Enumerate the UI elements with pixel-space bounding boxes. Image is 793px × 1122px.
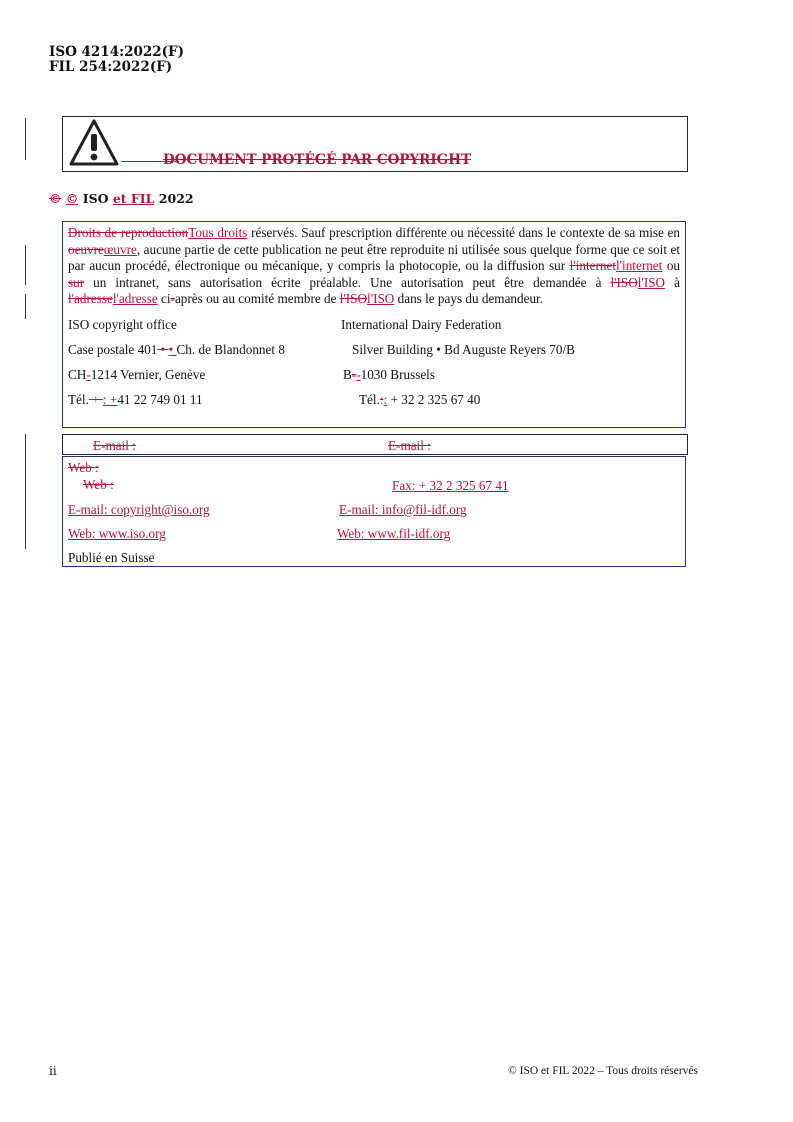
iso-phone	[68, 392, 341, 409]
address-row-names	[68, 317, 680, 334]
copyright-iso: ISO	[82, 191, 109, 206]
copyright-symbol-inserted: ©	[65, 191, 79, 206]
deleted-text: l'internet	[569, 258, 616, 274]
fil-street: Silver Building • Bd Auguste Reyers 70/B	[352, 341, 575, 357]
web-label-text: Web :	[83, 477, 114, 492]
contact-box	[62, 456, 686, 567]
address-row-phone	[68, 392, 680, 409]
fil-email-link[interactable]: E-mail: info@fil-idf.org	[339, 502, 467, 517]
rights-text: après ou au comité membre de	[174, 291, 340, 307]
deleted-text: l'adresse	[68, 291, 113, 307]
iso-po-box: Case postale 401	[68, 341, 158, 357]
iso-office-name: ISO copyright office	[68, 316, 177, 332]
warning-title: DOCUMENT PROTÉGÉ PAR COPYRIGHT	[163, 152, 472, 168]
web-label-deleted: Web :	[68, 460, 99, 475]
email-row-box	[62, 434, 688, 455]
inserted-text: •	[168, 341, 177, 357]
change-bar	[25, 118, 26, 160]
page-number: ii	[49, 1064, 57, 1078]
address-row-city	[68, 367, 680, 384]
rights-text: , aucune partie de cette publication ne peut être reproduite ni utilisée sous quelque forme que ce soit et par aucun procédé, électronique ou mécanique, y compris la photocopie, ou la diffusion sur	[68, 241, 680, 274]
inserted-text: -	[356, 366, 361, 382]
deleted-text: sur	[68, 274, 85, 290]
deleted-text: •	[157, 341, 169, 357]
change-bar	[25, 245, 26, 285]
deleted-text: Droits de reproduction	[68, 225, 189, 240]
fil-fax: Fax: + 32 2 325 67 41	[392, 478, 509, 493]
iso-email-link[interactable]: E-mail: copyright@iso.org	[68, 502, 210, 517]
deleted-text: -	[170, 291, 175, 307]
inserted-text: l'ISO	[367, 291, 395, 307]
deleted-text: +	[88, 392, 103, 408]
document-header	[49, 45, 184, 75]
rights-paragraph	[68, 225, 680, 308]
deleted-text: l'ISO	[339, 291, 368, 307]
inserted-text: l'adresse	[112, 291, 158, 307]
deleted-text: -	[351, 366, 357, 382]
rights-text: dans le pays du demandeur.	[394, 291, 544, 307]
phone-label: Tél.	[68, 392, 89, 408]
rights-text: à	[665, 274, 680, 290]
copyright-warning-box	[62, 116, 688, 172]
copyright-symbol-deleted: ©	[49, 191, 62, 206]
inserted-text: -	[86, 366, 91, 382]
fil-name: International Dairy Federation	[341, 316, 502, 332]
deleted-text: oeuvre	[68, 241, 104, 257]
iso-web-link[interactable]: Web: www.iso.org	[68, 526, 166, 541]
inserted-text: l'internet	[616, 258, 663, 274]
copyright-year: 2022	[158, 191, 194, 206]
warning-triangle-icon	[69, 119, 119, 167]
fil-phone	[341, 392, 480, 409]
iso-street	[68, 342, 341, 359]
deleted-text: l'ISO	[610, 274, 638, 290]
iso-country: CH	[68, 366, 87, 382]
rights-text: un intranet, sans autorisation écrite préalable. Une autorisation peut être demandée à	[84, 274, 611, 290]
iso-city-name: 1214 Vernier, Genève	[90, 366, 206, 382]
inserted-text: :	[383, 392, 388, 408]
email-label-deleted-fil: E-mail :	[388, 438, 431, 453]
iso-city	[68, 367, 341, 384]
inserted-text: Tous droits	[188, 225, 248, 240]
change-bar	[25, 294, 26, 319]
copyright-line	[49, 191, 194, 206]
iso-phone-number: 41 22 749 01 11	[117, 392, 203, 408]
published-in: Publié en Suisse	[68, 550, 155, 565]
inserted-text: : +	[102, 392, 118, 408]
rights-text: réservés. Sauf prescription différente ou nécessité dans le contexte de sa mise en	[247, 225, 680, 240]
deleted-text: :	[379, 392, 384, 408]
standard-number-fil: FIL 254:2022(F)	[49, 59, 173, 75]
rights-text: ou	[662, 258, 681, 274]
iso-street-name: Ch. de Blandonnet 8	[176, 341, 285, 357]
footer-copyright: © ISO et FIL 2022 – Tous droits réservés	[508, 1065, 698, 1077]
email-label-deleted-iso: E-mail :	[93, 438, 136, 453]
standard-number-iso: ISO 4214:2022(F)	[49, 44, 185, 60]
rights-box	[62, 221, 686, 428]
fil-country: B	[343, 366, 352, 382]
fil-city-name: 1030 Brussels	[360, 366, 435, 382]
rights-text: ci	[157, 291, 171, 307]
inserted-text: œuvre	[103, 241, 137, 257]
fil-phone-number: + 32 2 325 67 40	[387, 392, 481, 408]
fil-city	[341, 367, 435, 384]
address-row-street	[68, 342, 680, 359]
fil-web-link[interactable]: Web: www.fil-idf.org	[337, 526, 451, 541]
inserted-text: l'ISO	[637, 274, 666, 290]
change-bar	[25, 434, 26, 549]
phone-label: Tél.	[359, 392, 380, 408]
copyright-fil-inserted: et FIL	[112, 191, 155, 206]
